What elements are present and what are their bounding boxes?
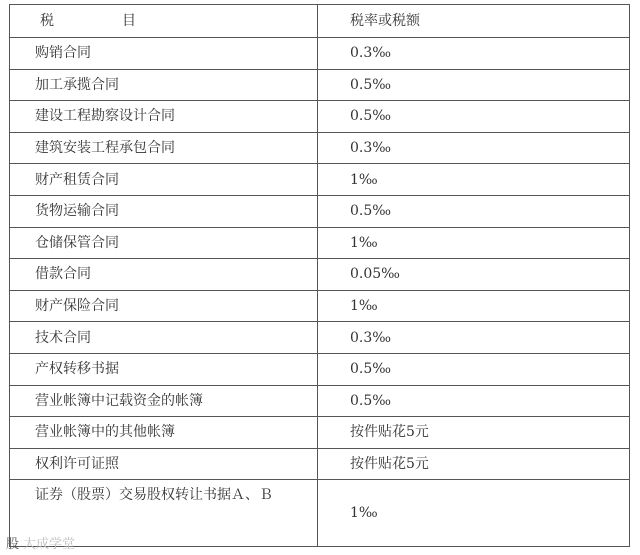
table-row (10, 69, 630, 101)
tax-rate-value: 0.5‰ (318, 195, 630, 227)
tax-rate-value: 1‰ (318, 227, 630, 259)
tax-item-name: 借款合同 (10, 259, 318, 291)
tax-rate-value: 按件贴花5元 (318, 448, 630, 480)
header-tax-item: 税 目 (10, 5, 318, 38)
table-row (10, 290, 630, 322)
table-header-row (10, 5, 630, 38)
tax-item-name: 建筑安装工程承包合同 (10, 132, 318, 164)
table-row (10, 164, 630, 196)
table-row (10, 353, 630, 385)
footer-watermark (6, 533, 75, 552)
tax-item-name: 产权转移书据 (10, 353, 318, 385)
table-row (10, 38, 630, 70)
tax-item-name: 货物运输合同 (10, 195, 318, 227)
tax-rate-value: 0.5‰ (318, 69, 630, 101)
tax-rate-value: 按件贴花5元 (318, 417, 630, 449)
overflow-character: 股 (6, 537, 20, 552)
table-row (10, 195, 630, 227)
tax-item-name: 建设工程勘察设计合同 (10, 101, 318, 133)
tax-item-name: 营业帐簿中记载资金的帐簿 (10, 385, 318, 417)
watermark-text: 大成学堂 (23, 537, 76, 552)
tax-item-name: 证券（股票）交易股权转让书据Ａ、Ｂ (10, 480, 318, 547)
tax-item-name: 加工承揽合同 (10, 69, 318, 101)
stamp-tax-rate-table (9, 4, 630, 547)
table-row (10, 385, 630, 417)
tax-item-name: 购销合同 (10, 38, 318, 70)
tax-item-name: 财产保险合同 (10, 290, 318, 322)
tax-rate-value: 0.3‰ (318, 132, 630, 164)
table-row (10, 322, 630, 354)
tax-rate-value: 0.3‰ (318, 322, 630, 354)
tax-item-name: 仓储保管合同 (10, 227, 318, 259)
tax-rate-value: 1‰ (318, 290, 630, 322)
table-row (10, 259, 630, 291)
tax-rate-value: 0.05‰ (318, 259, 630, 291)
table-row (10, 417, 630, 449)
table-row (10, 227, 630, 259)
table-row (10, 132, 630, 164)
tax-item-name: 营业帐簿中的其他帐簿 (10, 417, 318, 449)
tax-rate-value: 0.5‰ (318, 385, 630, 417)
tax-rate-value: 1‰ (318, 164, 630, 196)
header-tax-rate: 税率或税额 (318, 5, 630, 38)
table-row (10, 101, 630, 133)
tax-item-name: 财产租赁合同 (10, 164, 318, 196)
tax-item-name: 技术合同 (10, 322, 318, 354)
tax-item-name: 权利许可证照 (10, 448, 318, 480)
tax-rate-value: 0.3‰ (318, 38, 630, 70)
table-row (10, 480, 630, 547)
tax-rate-value: 1‰ (318, 480, 630, 547)
tax-rate-value: 0.5‰ (318, 353, 630, 385)
tax-rate-value: 0.5‰ (318, 101, 630, 133)
table-row (10, 448, 630, 480)
